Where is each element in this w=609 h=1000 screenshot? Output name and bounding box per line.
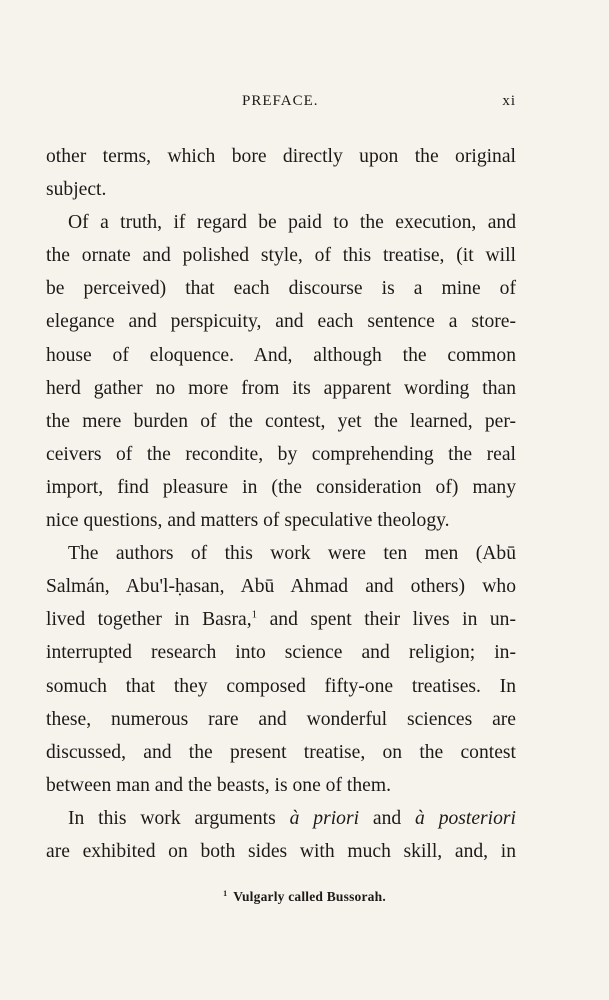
text-line: the mere burden of the contest, yet the learned, per-: [46, 410, 516, 432]
text-line: [46, 802, 516, 835]
italic-term: à priori: [289, 807, 360, 829]
italic-term: à posteriori: [415, 807, 516, 829]
text-line: elegance and perspicuity, and each sentence a store-: [46, 311, 516, 333]
text-segment: and: [359, 807, 416, 829]
text-line: Salmán, Abu'l-ḥasan, Abū Ahmad and others) who: [46, 576, 516, 598]
text-line: import, find pleasure in (the consideration of) many: [46, 476, 516, 498]
text-line: herd gather no more from its apparent wording than: [46, 377, 516, 399]
text-line: [46, 603, 516, 636]
text-line: ceivers of the recondite, by comprehending the real: [46, 443, 516, 465]
footnote-text: Vulgarly called Bussorah.: [233, 889, 386, 904]
footnote-marker: 1: [223, 888, 228, 898]
text-line: other terms, which bore directly upon the original: [46, 146, 516, 167]
text-line: subject.: [46, 179, 107, 201]
text-line: between man and the beasts, is one of them.: [46, 774, 391, 796]
text-line: nice questions, and matters of speculative theology.: [46, 510, 450, 532]
text-segment: lived together in Basra,: [46, 609, 252, 631]
text-line: be perceived) that each discourse is a mine of: [46, 278, 516, 300]
text-line: somuch that they composed fifty-one treatises. In: [46, 675, 516, 697]
text-line: interrupted research into science and religion; in-: [46, 642, 516, 664]
text-line: these, numerous rare and wonderful sciences are: [46, 708, 516, 730]
text-line: the ornate and polished style, of this treatise, (it will: [46, 245, 516, 267]
text-segment: and spent their lives in un-: [257, 609, 516, 631]
footnote: [0, 889, 609, 905]
text-line: house of eloquence. And, although the common: [46, 344, 516, 366]
text-line: Of a truth, if regard be paid to the execution, and: [68, 212, 516, 234]
running-header: [46, 93, 516, 117]
text-segment: In this work arguments: [68, 807, 290, 829]
running-title: PREFACE.: [242, 93, 319, 109]
page-number: xi: [502, 93, 516, 109]
footnote-ref: 1: [251, 608, 258, 621]
text-line: The authors of this work were ten men (Abū: [68, 543, 516, 565]
body-text: [46, 140, 516, 868]
text-line: discussed, and the present treatise, on the contest: [46, 741, 516, 763]
text-line: are exhibited on both sides with much skill, and, in: [46, 840, 516, 862]
